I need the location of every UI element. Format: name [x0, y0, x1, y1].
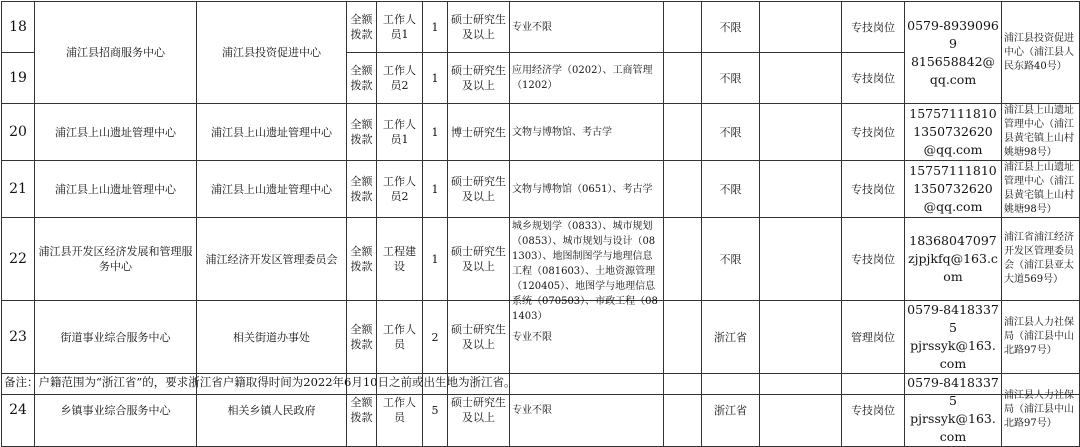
row-number: 21: [2, 161, 35, 218]
position-name: 工作人员2: [377, 53, 423, 104]
department-name: 相关乡镇人民政府: [197, 374, 347, 447]
headcount: 1: [423, 53, 448, 104]
funding-type: 全额拨款: [347, 374, 377, 447]
household-registration: 浙江省: [702, 301, 760, 374]
contact-phone: 15757111810: [909, 163, 997, 178]
headcount: 2: [423, 301, 448, 374]
contact-address: 浦江县人力社保局（浦江县中山北路97号）: [1002, 374, 1080, 447]
contact-email: 815658842@qq.com: [910, 53, 996, 87]
funding-type: 全额拨款: [347, 2, 377, 53]
contact-info: [905, 104, 1002, 161]
position-type: 管理岗位: [842, 301, 905, 374]
position-name: 工作人员2: [377, 161, 423, 218]
funding-type: 全额拨款: [347, 104, 377, 161]
contact-info: [905, 218, 1002, 301]
empty-cell: [664, 301, 702, 374]
contact-email: 1350732620@qq.com: [913, 124, 993, 157]
major-requirement: [510, 218, 664, 322]
contact-phone: 0579-89390969: [907, 17, 999, 51]
position-name: 工作人员1: [377, 2, 423, 53]
contact-info: [905, 2, 1002, 104]
department-name: 浦江经济开发区管理委员会: [197, 218, 347, 301]
empty-cell: [664, 161, 702, 218]
funding-type: 全额拨款: [347, 161, 377, 218]
position-name: 工作人员: [377, 301, 423, 374]
headcount: 1: [423, 218, 448, 301]
unit-name: 浦江县开发区经济发展和管理服务中心: [35, 218, 197, 301]
empty-cell: [760, 53, 842, 104]
contact-info: [905, 161, 1002, 218]
position-type: 专技岗位: [842, 104, 905, 161]
empty-cell: [760, 2, 842, 53]
contact-email: pjrssyk@163.com: [910, 411, 996, 444]
education-requirement: 硕士研究生及以上: [448, 218, 510, 301]
major-requirement: 专业不限: [510, 301, 664, 374]
empty-cell: [760, 301, 842, 374]
row-number: 18: [2, 2, 35, 53]
contact-email: 1350732620@qq.com: [913, 181, 993, 214]
education-requirement: 硕士研究生及以上: [448, 374, 510, 447]
empty-cell: [760, 374, 842, 447]
position-name: 工程建设: [377, 218, 423, 301]
major-requirement-text: 城乡规划学（0833）、城市规划（0853）、城市规划与设计（081303）、地图制图学与地理信息工程（081603）、土地资源管理（120405）、地图学与地理信息系统（070503）、市政工程（081403）: [512, 220, 658, 322]
row-number: 19: [2, 53, 35, 104]
department-name: 浦江县上山遗址管理中心: [197, 161, 347, 218]
empty-cell: [760, 161, 842, 218]
department-name: 浦江县上山遗址管理中心: [197, 104, 347, 161]
remarks-note: 备注：户籍范围为“浙江省”的，要求浙江省户籍取得时间为2022年6月10日之前或出生地为浙江省。: [4, 375, 516, 389]
empty-cell: [760, 218, 842, 301]
contact-email: pjrssyk@163.com: [910, 338, 996, 371]
department-name: 浦江县投资促进中心: [197, 2, 347, 104]
contact-address: 浦江县投资促进中心（浦江县人民东路40号）: [1002, 2, 1080, 104]
headcount: 5: [423, 374, 448, 447]
empty-cell: [664, 374, 702, 447]
household-registration: 不限: [702, 218, 760, 301]
divider: [1, 394, 1079, 395]
household-registration: 浙江省: [702, 374, 760, 447]
education-requirement: 硕士研究生及以上: [448, 161, 510, 218]
funding-type: 全额拨款: [347, 218, 377, 301]
unit-name: 乡镇事业综合服务中心: [35, 374, 197, 447]
major-requirement: 专业不限: [510, 374, 664, 447]
contact-address: 浦江省浦江经济开发区管理委员会（浦江县亚太大道569号）: [1002, 218, 1080, 301]
education-requirement: 硕士研究生及以上: [448, 53, 510, 104]
position-type: 专技岗位: [842, 53, 905, 104]
headcount: 1: [423, 104, 448, 161]
position-type: 专技岗位: [842, 218, 905, 301]
row-number: 23: [2, 301, 35, 374]
empty-cell: [664, 104, 702, 161]
row-number: 24: [2, 374, 35, 447]
position-type: 专技岗位: [842, 2, 905, 53]
position-type: 专技岗位: [842, 161, 905, 218]
contact-phone: 0579-84183375: [907, 302, 999, 335]
headcount: 1: [423, 161, 448, 218]
funding-type: 全额拨款: [347, 301, 377, 374]
contact-phone: 15757111810: [909, 106, 997, 121]
position-name: 工作人员: [377, 374, 423, 447]
major-requirement: 专业不限: [510, 2, 664, 53]
contact-address: 浦江县上山遗址管理中心（浦江县黄宅镇上山村姚塘98号）: [1002, 161, 1080, 218]
headcount: 1: [423, 2, 448, 53]
funding-type: 全额拨款: [347, 53, 377, 104]
table-row: [2, 2, 1080, 53]
table-row: [2, 218, 1080, 301]
major-requirement: 文物与博物馆、考古学: [510, 104, 664, 161]
empty-cell: [664, 218, 702, 301]
contact-info: [905, 374, 1002, 447]
empty-cell: [664, 2, 702, 53]
table-row: [2, 104, 1080, 161]
household-registration: 不限: [702, 161, 760, 218]
education-requirement: 硕士研究生及以上: [448, 301, 510, 374]
education-requirement: 硕士研究生及以上: [448, 2, 510, 53]
household-registration: 不限: [702, 53, 760, 104]
unit-name: 浦江县上山遗址管理中心: [35, 161, 197, 218]
row-number: 20: [2, 104, 35, 161]
empty-cell: [664, 53, 702, 104]
unit-name: 浦江县上山遗址管理中心: [35, 104, 197, 161]
position-name: 工作人员1: [377, 104, 423, 161]
table-row: [2, 161, 1080, 218]
empty-cell: [760, 104, 842, 161]
contact-phone: 18368047097: [909, 233, 997, 248]
education-requirement: 博士研究生: [448, 104, 510, 161]
contact-address: 浦江县上山遗址管理中心（浦江县黄宅镇上山村姚塘98号）: [1002, 104, 1080, 161]
major-requirement: 文物与博物馆（0651）、考古学: [510, 161, 664, 218]
department-name: 相关街道办事处: [197, 301, 347, 374]
major-requirement: 应用经济学（0202）、工商管理（1202）: [510, 53, 664, 104]
row-number: 22: [2, 218, 35, 301]
position-type: 专技岗位: [842, 374, 905, 447]
unit-name: 街道事业综合服务中心: [35, 301, 197, 374]
household-registration: 不限: [702, 104, 760, 161]
contact-email: zjpjkfq@163.com: [908, 251, 998, 284]
unit-name: 浦江县招商服务中心: [35, 2, 197, 104]
contact-phone: 0579-84183375: [907, 375, 999, 408]
contact-address: 浦江县人力社保局（浦江县中山北路97号）: [1002, 301, 1080, 374]
contact-info: [905, 301, 1002, 374]
household-registration: 不限: [702, 2, 760, 53]
